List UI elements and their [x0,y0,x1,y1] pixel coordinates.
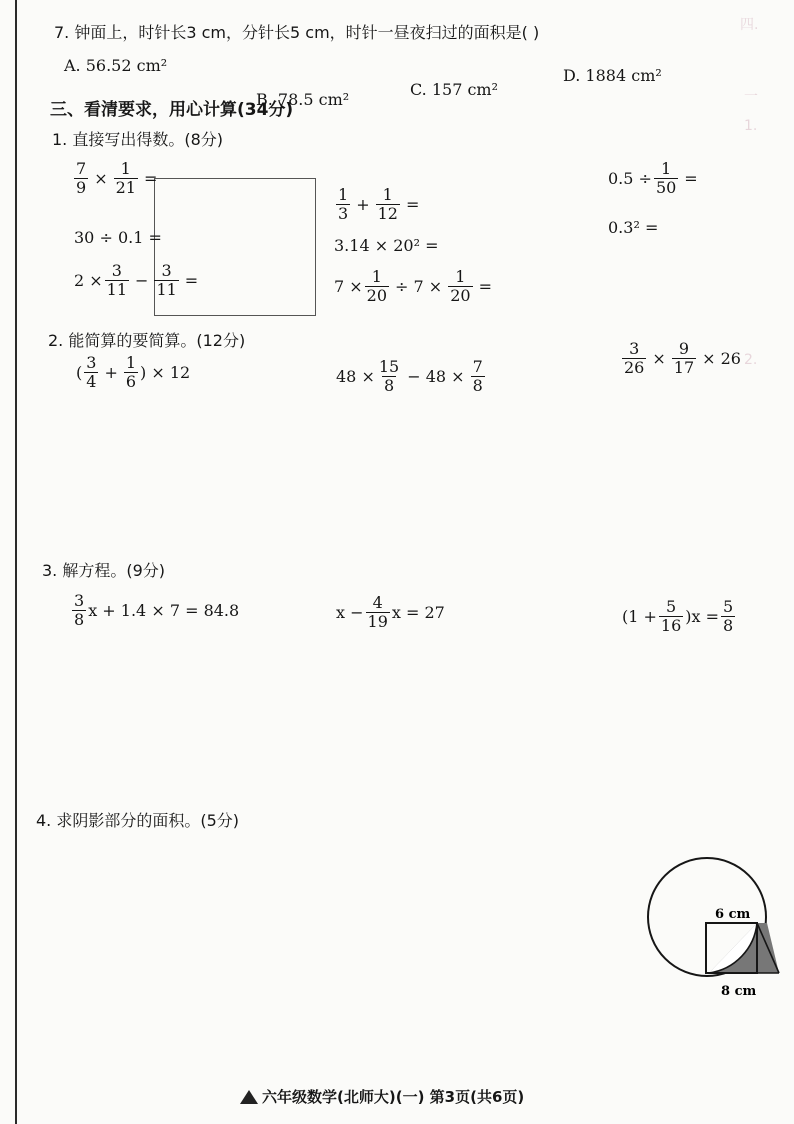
q7-option-a: A. 56.52 cm² [64,56,168,75]
part3-title: 3. 解方程。(9分) [42,561,166,580]
part2-title: 2. 能简算的要简算。(12分) [48,331,246,350]
calc-item-7: 0.5 ÷ $\frac{1}{50}$ = [608,159,698,197]
shaded-area-figure [645,855,785,1009]
calc-item-1: $\frac{7}{9}$ × $\frac{1}{21}$ = [76,159,158,197]
label-8cm: 8 cm [721,984,757,999]
section3-heading: 三、看清要求，用心计算(34分) [50,100,294,120]
calc-item-3: 2 × $\frac{3}{11}$ − $\frac{3}{11}$ = [74,261,199,299]
calc-item-8: 0.3² = [608,218,659,237]
equation-3: (1 + $\frac{5}{16}$ )x = $\frac{5}{8}$ [622,597,734,635]
bleed-through-text: 四. [740,17,759,33]
equation-1: $\frac{3}{8}$ x + 1.4 × 7 = 84.8 [74,591,240,629]
simplify-expr-3: $\frac{3}{26}$ × $\frac{9}{17}$ × 26 [624,339,741,377]
equation-2: x − $\frac{4}{19}$ x = 27 [336,593,445,631]
publisher-logo-icon [240,1090,258,1104]
footer-text: 六年级数学(北师大)(一) 第3页(共6页) [262,1088,525,1106]
simplify-expr-2: 48 × $\frac{15}{8}$ − 48 × $\frac{7}{8}$ [336,357,483,395]
q7-option-b: B. 78.5 cm² [256,90,350,109]
q7-option-c: C. 157 cm² [410,80,499,99]
q7-stem: 7. 钟面上，时针长3 cm，分针长5 cm，时针一昼夜扫过的面积是( ) [54,23,540,42]
part4-title: 4. 求阴影部分的面积。(5分) [36,811,240,830]
calc-item-4: $\frac{1}{3}$ + $\frac{1}{12}$ = [338,185,420,223]
page-edge-line [15,0,17,1124]
page-footer [240,1086,524,1107]
q7-option-d: D. 1884 cm² [563,66,662,85]
bleed-through-text: 一 [744,89,758,105]
label-6cm: 6 cm [715,907,751,922]
circle-square-diagram [645,855,785,1005]
part1-title: 1. 直接写出得数。(8分) [52,130,224,149]
calc-item-2: 30 ÷ 0.1 = [74,228,162,247]
bleed-through-text: 2. [744,352,758,368]
simplify-expr-1: ( $\frac{3}{4}$ + $\frac{1}{6}$ ) × 12 [76,353,191,391]
calc-item-6: 7 × $\frac{1}{20}$ ÷ 7 × $\frac{1}{20}$ = [334,267,492,305]
calc-item-5: 3.14 × 20² = [334,236,439,255]
bleed-through-text: 1. [744,118,758,134]
